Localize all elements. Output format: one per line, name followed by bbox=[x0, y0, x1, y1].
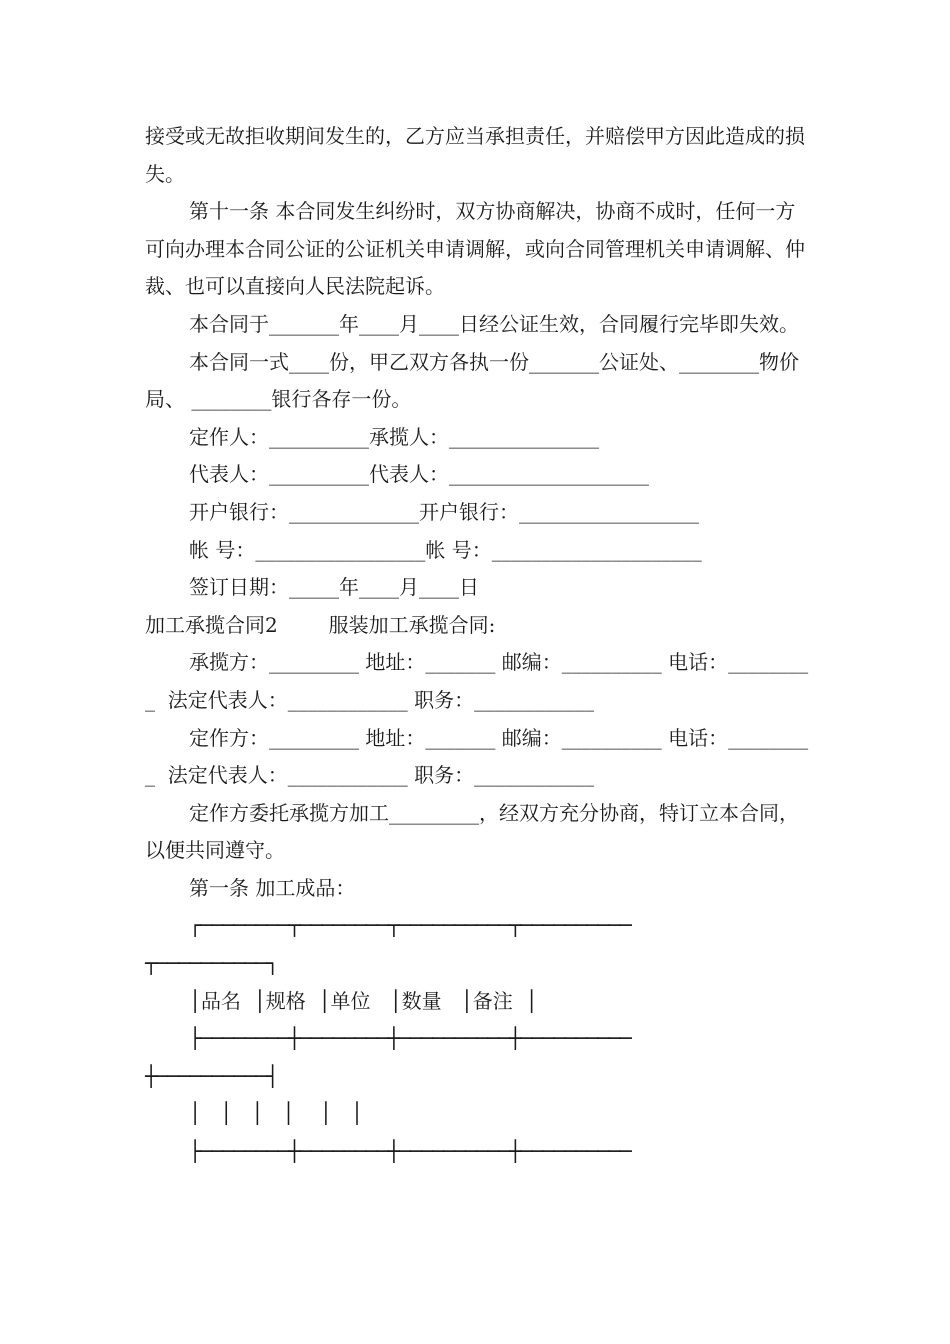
paragraph-copies: 本合同一式____份，甲乙双方各执一份_______公证处、________物价局、 ________银行各存一份。 bbox=[145, 349, 799, 412]
product-table bbox=[145, 907, 810, 1170]
table-mid-border: ├────────┼────────┼──────────┼────────── bbox=[189, 1026, 631, 1051]
document-body bbox=[145, 118, 810, 1171]
table-top-border-wrap: ┬──────────┐ bbox=[145, 951, 278, 976]
paragraph-liability: 接受或无故拒收期间发生的，乙方应当承担责任，并赔偿甲方因此造成的损失。 bbox=[145, 124, 805, 186]
paragraph-purpose: 定作方委托承揽方加工_________，经双方充分协商，特订立本合同，以便共同遵守。 bbox=[145, 800, 799, 863]
signature-line-bank: 开户银行：_____________开户银行：__________________ bbox=[189, 499, 699, 524]
signature-line-date: 签订日期：_____年____月____日 bbox=[189, 575, 479, 600]
table-bottom-border: ├────────┼────────┼──────────┼────────── bbox=[189, 1139, 631, 1164]
paragraph-article-eleven: 第十一条 本合同发生纠纷时，双方协商解决，协商不成时，任何一方可向办理本合同公证的公证机关申请调解，或向合同管理机关申请调解、仲裁、也可以直接向人民法院起诉。 bbox=[145, 199, 805, 299]
paragraph-effective-date: 本合同于_______年____月____日经公证生效，合同履行完毕即失效。 bbox=[189, 311, 799, 336]
table-row: │ │ │ │ │ │ bbox=[189, 1101, 363, 1126]
paragraph-contractor: 承揽方：_________ 地址：_______ 邮编：__________ 电话：_________ 法定代表人：____________ 职务：____________ bbox=[145, 650, 809, 712]
signature-line-orderer: 定作人：__________承揽人：_______________ bbox=[189, 424, 599, 449]
signature-line-representative: 代表人：__________代表人：____________________ bbox=[189, 462, 649, 487]
article-one-heading: 第一条 加工成品： bbox=[189, 875, 356, 900]
table-header-row: │品名 │规格 │单位 │数量 │备注 │ bbox=[189, 988, 538, 1013]
paragraph-orderer: 定作方：_________ 地址：_______ 邮编：__________ 电话：_________ 法定代表人：____________ 职务：____________ bbox=[145, 725, 809, 788]
signature-line-account: 帐 号：_________________帐 号：_____________________ bbox=[189, 537, 702, 562]
table-top-border: ┌────────┬────────┬──────────┬────────── bbox=[189, 913, 631, 938]
section-title: 加工承揽合同2 服装加工承揽合同: bbox=[145, 612, 496, 637]
table-mid-border-wrap: ┼──────────┤ bbox=[145, 1063, 278, 1088]
